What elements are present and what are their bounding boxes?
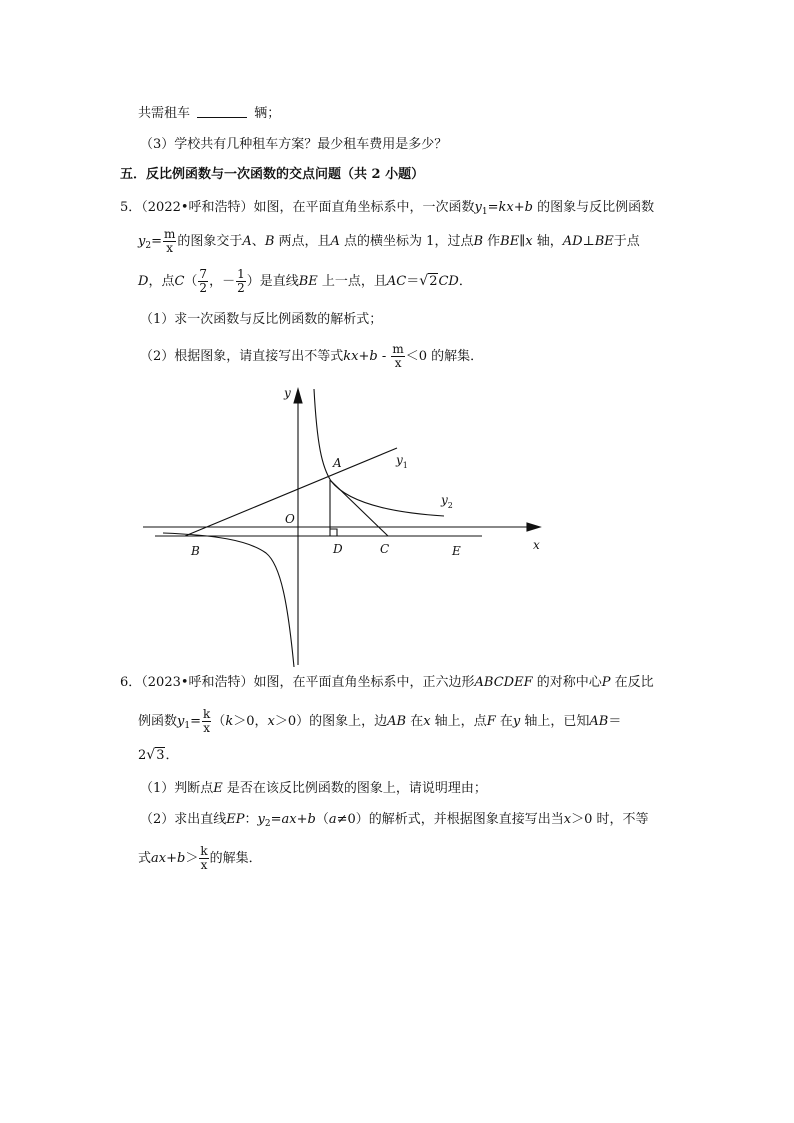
p5-text: ． [458,274,472,289]
p6-text: 式 [138,851,152,866]
fraction-numerator: k [200,844,208,858]
p6-text: = [270,812,282,827]
fraction-denominator: x [394,356,402,370]
p5-text: 5．（2022•呼和浩特）如图，在平面直角坐标系中，一次函数 [120,200,475,215]
p6-var: x [563,812,572,827]
label-y1 [395,453,408,470]
p5-text: - [377,349,391,364]
p5-text: = [151,234,162,249]
p6-text: 例函数 [138,714,178,729]
label-a: A [333,456,342,470]
p5-var: AD⊥BE [562,234,614,249]
p6-text: ． [165,748,179,763]
fraction-m-over-x [163,228,176,255]
p6-var: y [257,812,265,827]
label-origin: O [285,512,295,526]
prev-text: 共需租车 [138,106,191,121]
p5-var: BE [298,274,318,289]
p5-var: D [138,274,149,289]
p6-var: y [177,714,185,729]
fraction-k-over-x [202,708,211,735]
fraction-7-2 [198,268,208,295]
p5-line-2 [138,228,640,256]
label-y2-main: y [441,493,448,507]
prev-line-1 [138,104,280,124]
p6-text: ＝ [608,714,622,729]
p6-text: 轴上，点 [430,714,487,729]
p5-var: y [474,200,482,215]
p5-question-2 [140,343,483,370]
label-b: B [191,544,200,558]
p5-text: ，点 [148,274,175,289]
label-x-axis: x [533,538,540,552]
p6-text: （ [315,812,329,827]
fraction-denominator: x [200,858,208,872]
p5-var: B [473,234,484,249]
sqrt-radicand: 3 [156,748,165,763]
fraction-numerator: m [164,227,176,241]
p6-text: ＞0， [233,714,268,729]
p6-text: （ [212,714,226,729]
p6-var: ax+b [151,851,186,866]
p6-var: AB [387,714,407,729]
sqrt-3: √3 [146,747,165,763]
p6-question-2 [140,810,649,834]
p6-var: y [512,714,521,729]
answer-blank[interactable] [197,105,247,118]
sqrt-2: √2 [419,273,438,289]
p5-text: 上一点，且 [317,274,387,289]
label-c: C [380,542,390,556]
p6-var: ax+b [281,812,316,827]
label-y1-main: y [396,453,403,467]
x-axis-arrow [527,523,540,531]
p5-sub: 2 [145,241,152,251]
p5-text: = [487,200,499,215]
p5-text: 作 [483,234,501,249]
hyperbola-lower-branch [163,533,294,667]
p5-var: A [242,234,252,249]
p6-question-1 [140,779,487,799]
p5-line-1 [120,198,654,222]
p5-text: ，－ [209,274,236,289]
sqrt-radicand: 2 [429,274,438,289]
p6-line-1 [120,673,654,693]
p5-text: 的图象交于 [177,234,243,249]
section-title: 五．反比例函数与一次函数的交点问题（共 2 小题） [120,167,425,182]
p5-var: B [264,234,275,249]
p6-var: E [213,781,223,796]
p5-var: y [138,234,146,249]
p5-text: （ [184,274,198,289]
fraction-denominator: x [166,241,174,255]
fraction-denominator: 2 [199,281,208,295]
y-axis-arrow [294,389,302,403]
p5-var: C [174,274,185,289]
p6-var: k [225,714,234,729]
p6-text: 轴上，已知 [520,714,590,729]
coordinate-figure [0,375,794,675]
p5-text: ）是直线 [246,274,299,289]
p5-sub: 1 [481,207,488,217]
prev-text: 辆； [254,106,281,121]
p5-text: ＜0 的解集． [405,349,484,364]
p6-var: ABCDEF [474,675,533,690]
fraction-denominator: x [203,721,211,735]
p5-var: kx+b [343,349,378,364]
p6-text: 在 [406,714,424,729]
p5-text: ＝ [406,274,420,289]
p5-text: 、 [251,234,265,249]
label-y-axis: y [284,386,291,400]
p6-var: EP [226,812,245,827]
fraction-1-2 [236,268,246,295]
p5-var: BE [500,234,520,249]
p6-var: x [267,714,275,729]
p6-text: 2 [138,748,147,763]
label-y2 [440,493,453,510]
label-d: D [333,542,343,556]
p6-text: （1）判断点 [140,781,214,796]
p5-text: （2）根据图象，请直接写出不等式 [140,349,344,364]
fraction-numerator: 1 [237,267,245,281]
p5-var: CD [438,274,459,289]
p5-var: A [330,234,340,249]
fraction-numerator: m [392,342,404,356]
label-y1-sub: 1 [402,461,408,470]
p6-sub: 2 [264,819,271,829]
fraction-m-over-x [391,343,404,370]
p5-var: x [525,234,533,249]
p5-var: AC [386,274,407,289]
p5-text: 轴， [532,234,563,249]
p6-var: AB [589,714,609,729]
label-y2-sub: 2 [447,501,453,510]
p5-var: kx+b [498,200,533,215]
p6-text: 的对称中心 [532,675,602,690]
p6-var: F [486,714,496,729]
fraction-k-over-x [199,845,208,872]
p6-line-2 [138,708,621,736]
p6-text: = [190,714,202,729]
prev-question-3: （3）学校共有几种租车方案？最少租车费用是多少？ [140,137,448,152]
p6-text: 在 [495,714,513,729]
p6-text: ＞0）的图象上，边 [274,714,388,729]
p6-var: a [328,812,337,827]
p6-text: （2）求出直线 [140,812,227,827]
p6-text: ＞ [185,851,199,866]
p6-var: P [601,675,611,690]
p6-text: ＞0 时，不等 [571,812,649,827]
p5-line-3 [138,268,472,295]
p5-text: 的图象与反比例函数 [532,200,655,215]
label-e: E [452,544,461,558]
p6-sub: 1 [184,721,191,731]
p6-text: ： [244,812,258,827]
hyperbola-upper-branch [314,389,444,516]
fraction-denominator: 2 [237,281,245,295]
p5-question-1: （1）求一次函数与反比例函数的解析式； [140,312,383,327]
p6-text: 的解集． [209,851,262,866]
p6-text: ≠0）的解析式，并根据图象直接写出当 [336,812,564,827]
p5-text: 于点 [613,234,640,249]
p6-var: x [423,714,431,729]
right-angle-mark [330,529,337,536]
p5-text: 点的横坐标为 1，过点 [339,234,474,249]
p6-text: 是否在该反比例函数的图象上，请说明理由； [222,781,487,796]
p5-text: ∥ [519,234,526,249]
p6-text: 6．（2023•呼和浩特）如图，在平面直角坐标系中，正六边形 [120,675,475,690]
p6-text: 在反比 [610,675,654,690]
p6-line-3 [138,745,179,766]
p6-question-2-cont [138,845,262,872]
fraction-numerator: 7 [199,267,208,281]
segment-ac [330,480,388,536]
p5-text: 两点，且 [274,234,331,249]
fraction-numerator: k [203,707,211,721]
